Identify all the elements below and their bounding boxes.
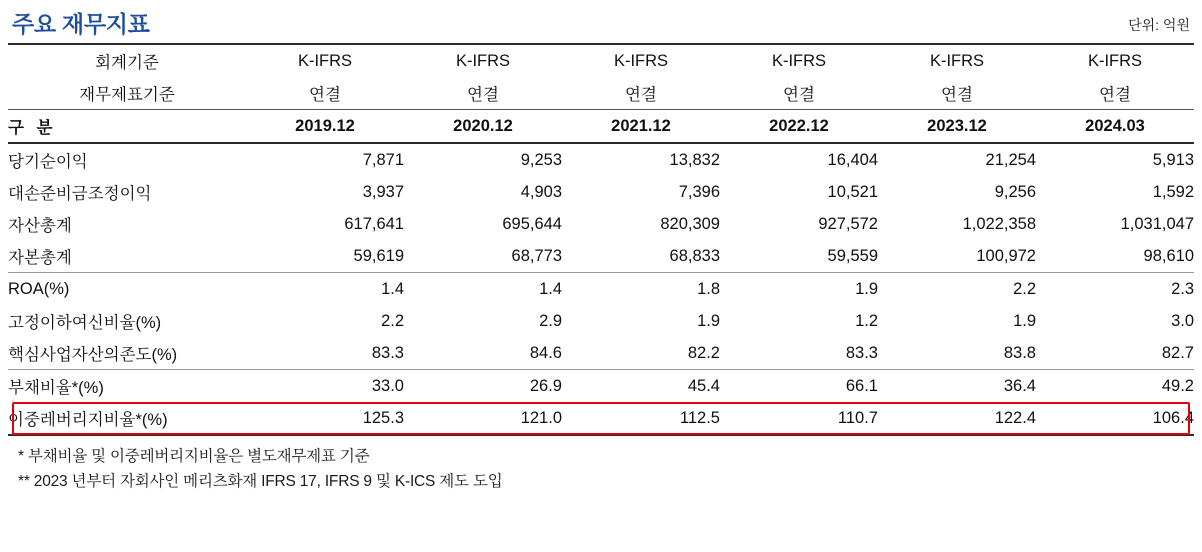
table-header-row [8, 110, 1194, 144]
cell: 82.2 [562, 337, 720, 370]
cell: 100,972 [878, 240, 1036, 273]
table-row [8, 143, 1194, 176]
cell: 1.9 [697, 311, 720, 330]
cell: 9,253 [520, 150, 562, 169]
cell: 59,619 [246, 240, 404, 273]
cell: 5,913 [1152, 150, 1194, 169]
cell: 3.0 [1171, 311, 1194, 330]
cell: 112.5 [562, 402, 720, 435]
cell: 49.2 [1161, 376, 1194, 395]
cell: 45.4 [687, 376, 720, 395]
column-header-period: 2019.12 [246, 110, 404, 144]
cell: K-IFRS [878, 44, 1036, 77]
cell: 2.2 [381, 311, 404, 330]
cell: K-IFRS [562, 44, 720, 77]
cell: 110.7 [720, 402, 878, 435]
cell: 16,404 [827, 150, 878, 169]
column-header-period: 2022.12 [720, 110, 878, 144]
cell: 1,031,047 [1120, 214, 1194, 233]
cell: 연결 [562, 77, 720, 110]
cell: 1.9 [1013, 311, 1036, 330]
table-row-highlighted [8, 402, 1194, 435]
table-row [8, 240, 1194, 273]
cell: 84.6 [404, 337, 562, 370]
table-row [8, 273, 1194, 306]
row-label: 재무제표기준 [8, 77, 246, 110]
row-label: 고정이하여신비율(%) [8, 314, 162, 332]
table-row [8, 208, 1194, 240]
cell: 7,871 [362, 150, 404, 169]
cell: 2.3 [1171, 279, 1194, 298]
cell: 연결 [1036, 77, 1194, 110]
cell: 617,641 [344, 214, 404, 233]
financial-table [8, 43, 1194, 436]
cell: 연결 [246, 77, 404, 110]
cell: 26.9 [529, 376, 562, 395]
cell: 2.9 [539, 311, 562, 330]
row-label: 핵심사업자산의존도(%) [8, 337, 246, 370]
cell: 68,833 [562, 240, 720, 273]
cell: 1,022,358 [962, 214, 1036, 233]
cell: 98,610 [1036, 240, 1194, 273]
cell: 122.4 [878, 402, 1036, 435]
table-row-accounting-standard [8, 44, 1194, 77]
cell: 13,832 [669, 150, 720, 169]
cell: 125.3 [246, 402, 404, 435]
row-label: 이중레버리지비율*(%) [8, 402, 246, 435]
row-label: 자본총계 [8, 240, 246, 273]
cell: 2.2 [1013, 279, 1036, 298]
row-label: ROA(%) [8, 279, 70, 298]
cell: 59,559 [720, 240, 878, 273]
cell: 1.9 [855, 279, 878, 298]
column-header-period: 2024.03 [1036, 110, 1194, 144]
column-header-period: 2020.12 [404, 110, 562, 144]
cell: 83.3 [246, 337, 404, 370]
unit-label: 단위: 억원 [1128, 17, 1190, 33]
cell: 820,309 [660, 214, 720, 233]
cell: 83.8 [878, 337, 1036, 370]
cell: 9,256 [994, 182, 1036, 201]
cell: 36.4 [1003, 376, 1036, 395]
cell: 1.4 [539, 279, 562, 298]
cell: 68,773 [404, 240, 562, 273]
footnotes [8, 436, 1194, 494]
cell: 927,572 [818, 214, 878, 233]
cell: 연결 [720, 77, 878, 110]
table-row [8, 176, 1194, 208]
row-label: 당기순이익 [8, 153, 88, 171]
cell: 1,592 [1152, 182, 1194, 201]
cell: 82.7 [1036, 337, 1194, 370]
cell: 1.2 [855, 311, 878, 330]
cell: 106.4 [1036, 402, 1194, 435]
cell: 21,254 [985, 150, 1036, 169]
title-row [8, 4, 1194, 43]
cell: 7,396 [678, 182, 720, 201]
cell: 33.0 [371, 376, 404, 395]
table-row [8, 337, 1194, 370]
column-header-period: 2023.12 [878, 110, 1036, 144]
cell: 1.8 [697, 279, 720, 298]
column-header-period: 2021.12 [562, 110, 720, 144]
row-label: 부채비율*(%) [8, 379, 104, 397]
row-label: 회계기준 [8, 44, 246, 77]
cell: 3,937 [362, 182, 404, 201]
cell: 121.0 [404, 402, 562, 435]
cell: 연결 [404, 77, 562, 110]
table-row [8, 370, 1194, 403]
cell: 695,644 [502, 214, 562, 233]
cell: K-IFRS [720, 44, 878, 77]
cell: K-IFRS [1036, 44, 1194, 77]
cell: 1.4 [381, 279, 404, 298]
footnote-2: ** 2023 년부터 자회사인 메리츠화재 IFRS 17, IFRS 9 및 K-ICS 제도 도입 [18, 473, 503, 491]
cell: 66.1 [845, 376, 878, 395]
footnote-1: * 부채비율 및 이중레버리지비율은 별도재무제표 기준 [18, 448, 370, 465]
row-label: 대손준비금조정이익 [8, 185, 152, 203]
row-label: 자산총계 [8, 217, 72, 235]
page-title: 주요 재무지표 [12, 11, 150, 37]
cell: 연결 [878, 77, 1036, 110]
cell: K-IFRS [404, 44, 562, 77]
table-row-statement-basis [8, 77, 1194, 110]
cell: K-IFRS [246, 44, 404, 77]
cell: 10,521 [827, 182, 878, 201]
table-row [8, 305, 1194, 337]
column-header-gubun: 구 분 [8, 110, 246, 144]
cell: 83.3 [720, 337, 878, 370]
cell: 4,903 [520, 182, 562, 201]
